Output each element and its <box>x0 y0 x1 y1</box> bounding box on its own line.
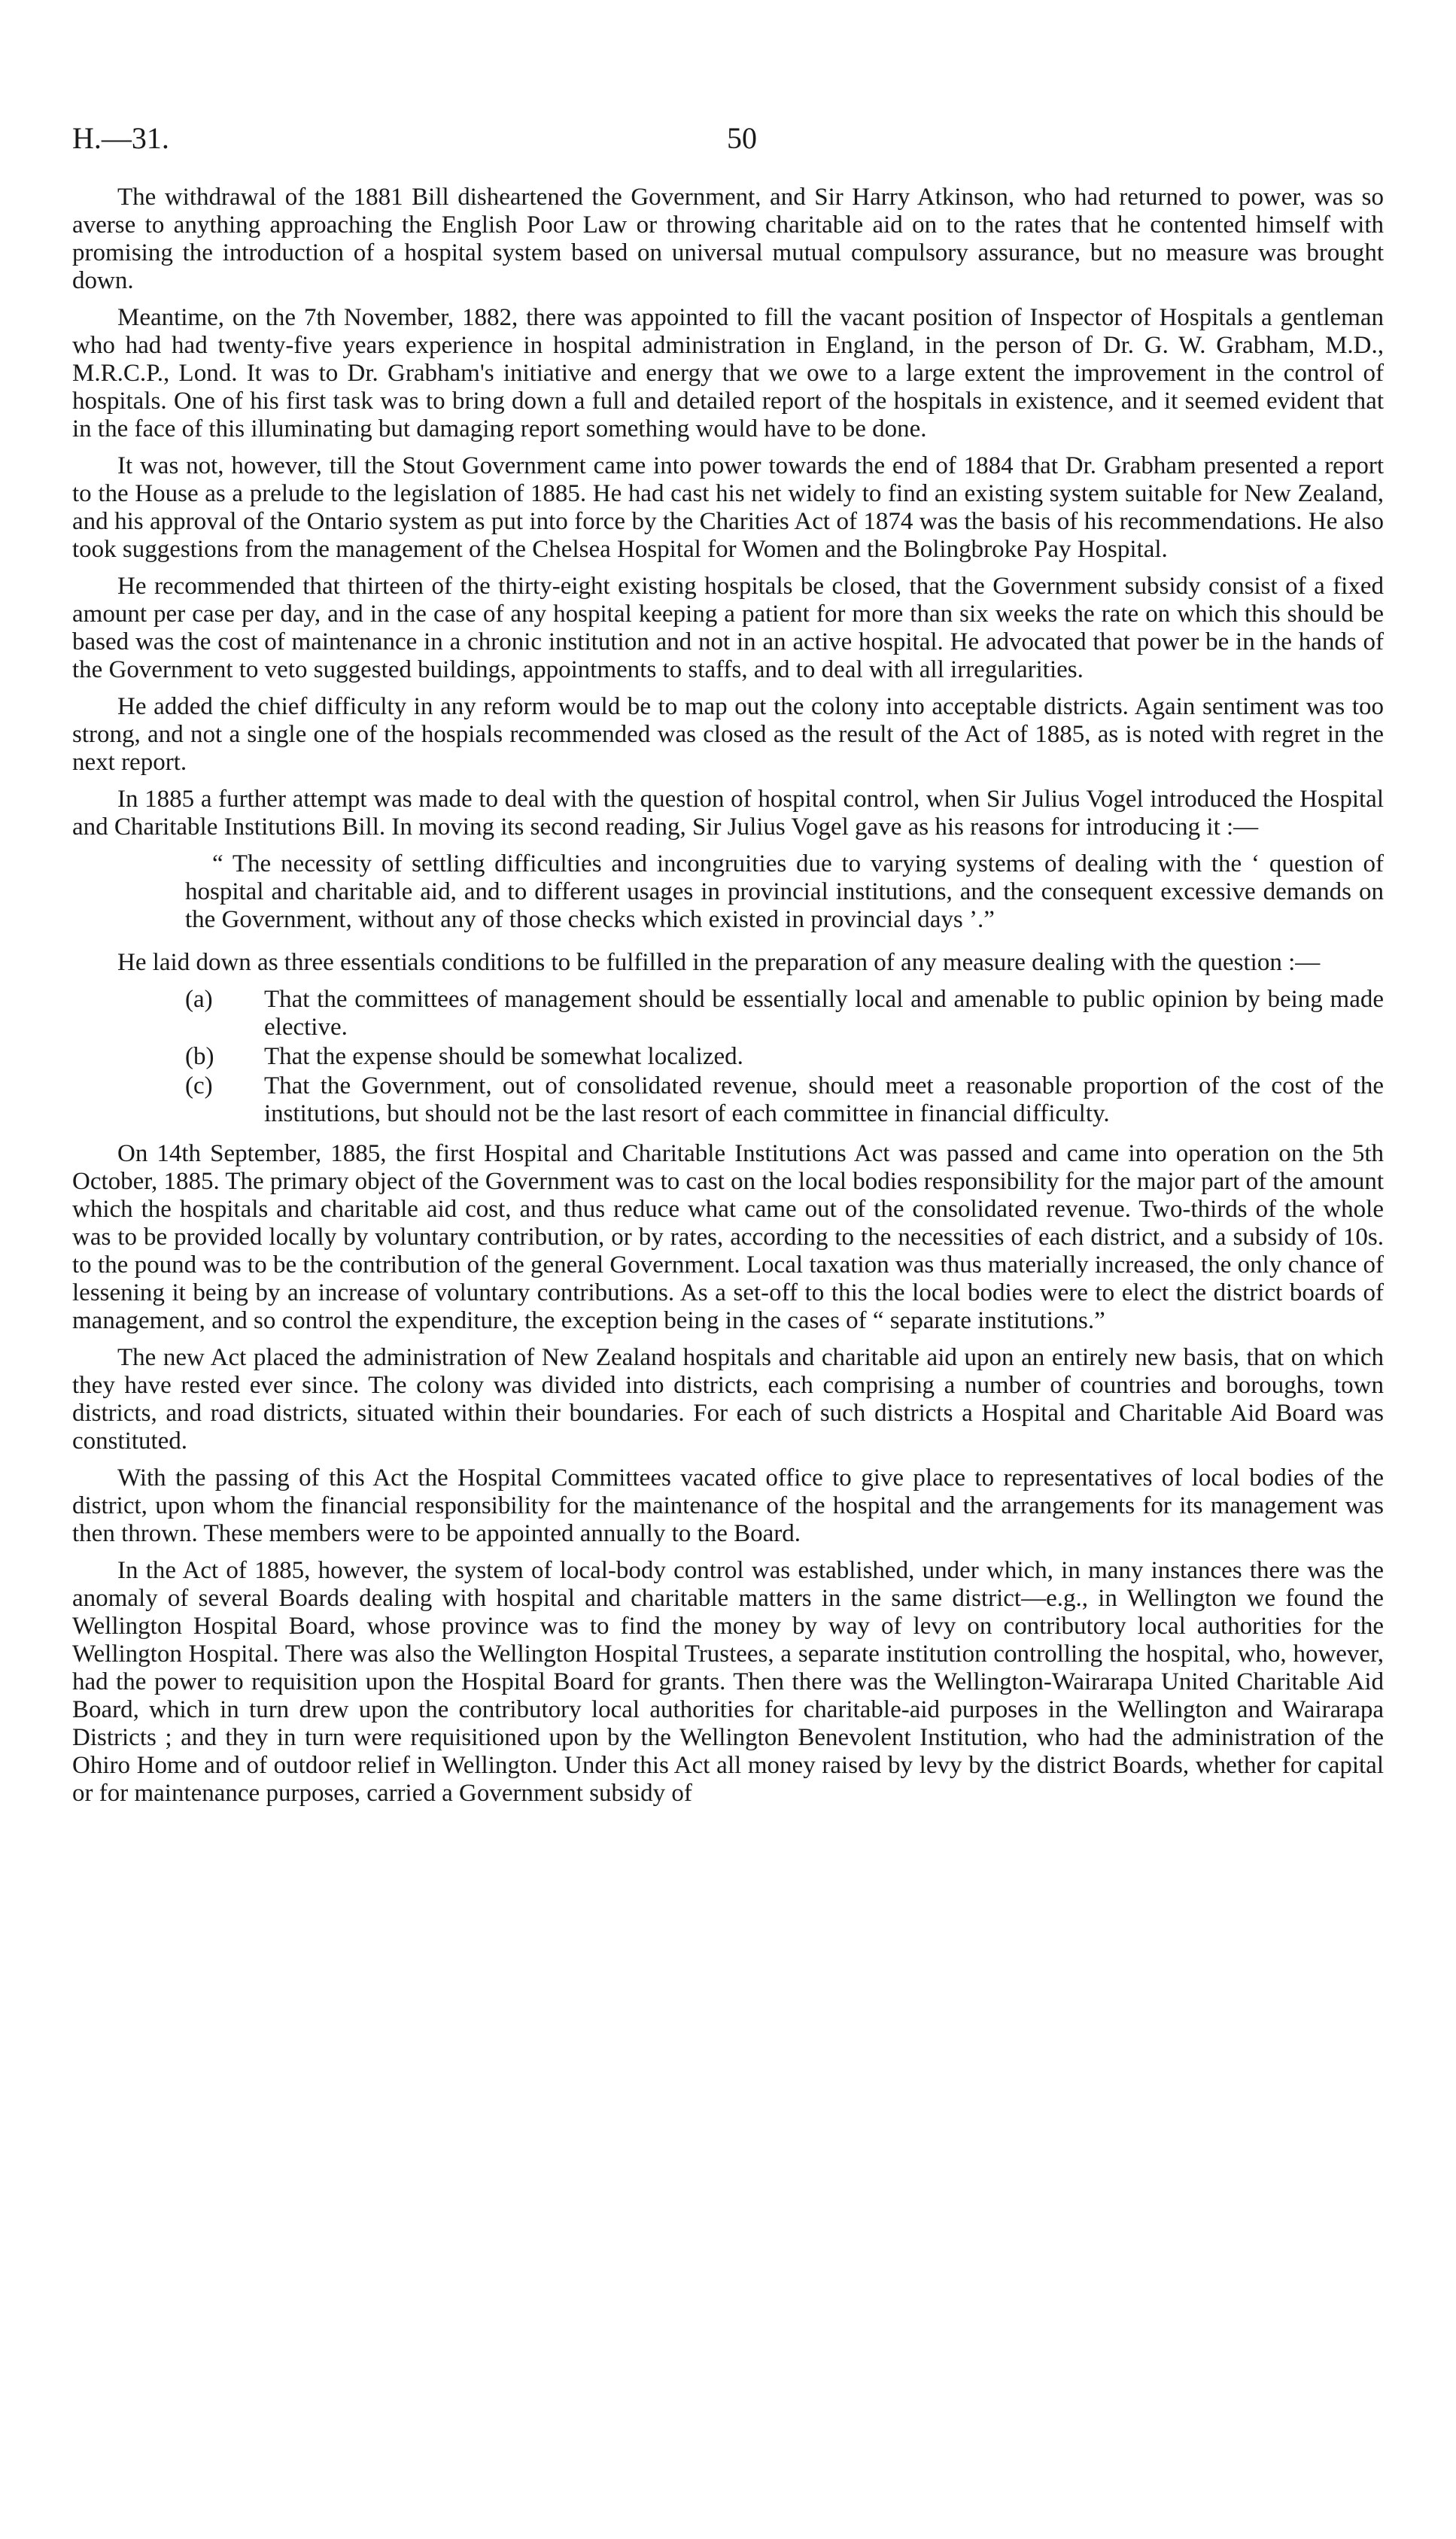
paragraph: Meantime, on the 7th November, 1882, there was appointed to fill the vacant position of Inspector of Hospitals a gentleman who had had twenty-five years experience in hospital administration in England, in the person of Dr. G. W. Grabham, M.D., M.R.C.P., Lond. It was to Dr. Grabham's initiative and energy that we owe to a large extent the improvement in the control of hospitals. One of his first task was to bring down a full and detailed report of the hospitals in existence, and it seemed evident that in the face of this illuminating but damaging report something would have to be done. <box>72 304 1384 442</box>
paragraph: In 1885 a further attempt was made to deal with the question of hospital control, when Sir Julius Vogel introduced the Hospital and Charitable Institutions Bill. In moving its second reading, Sir Julius Vogel gave as his reasons for introducing it :— <box>72 786 1384 841</box>
list-marker: (b) <box>185 1043 214 1070</box>
list-item <box>185 1043 1384 1071</box>
quote-text: “ The necessity of settling difficulties and incongruities due to varying systems of dealing with the ‘ question of hospital and charitable aid, and to different usages in provincial institutions, and the consequent excessive demands on the Government, without any of those checks which existed in provincial days ’.” <box>185 850 1384 933</box>
paragraph: In the Act of 1885, however, the system of local-body control was established, under which, in many instances there was the anomaly of several Boards dealing with hospital and charitable matters in the same district—e.g., in Wellington we found the Wellington Hospital Board, whose province was to find the money by way of levy on contributory local authorities for the Wellington Hospital. There was also the Wellington Hospital Trustees, a separate institution controlling the hospital, who, however, had the power to requisition upon the Hospital Board for grants. Then there was the Wellington-Wairarapa United Charitable Aid Board, which in turn drew upon the contributory local authorities for charitable-aid purposes in the Wellington and Wairarapa Districts ; and they in turn were requisitioned upon by the Wellington Benevolent Institution, who had the administration of the Ohiro Home and of outdoor relief in Wellington. Under this Act all money raised by levy by the district Boards, whether for capital or for maintenance purposes, carried a Government subsidy of <box>72 1557 1384 1807</box>
essentials-list <box>72 986 1384 1128</box>
paragraph: The withdrawal of the 1881 Bill disheartened the Government, and Sir Harry Atkinson, who had returned to power, was so averse to anything approaching the English Poor Law or throwing charitable aid on to the rates that he contented himself with promising the introduction of a hospital system based on universal mutual compulsory assurance, but no measure was brought down. <box>72 184 1384 294</box>
paragraph: On 14th September, 1885, the first Hospital and Charitable Institutions Act was passed and came into operation on the 5th October, 1885. The primary object of the Government was to cast on the local bodies responsibility for the major part of the amount which the hospitals and charitable aid cost, and thus reduce what came out of the consolidated revenue. Two-thirds of the whole was to be provided locally by voluntary contribution, or by rates, according to the necessities of each district, and a subsidy of 10s. to the pound was to be the contribution of the general Government. Local taxation was thus materially increased, the only chance of lessening it being by an increase of voluntary contributions. As a set-off to this the local bodies were to elect the district boards of management, and so control the expenditure, the exception being in the cases of “ separate institutions.” <box>72 1140 1384 1334</box>
body-text <box>72 184 1384 1808</box>
essentials-intro: He laid down as three essentials conditions to be fulfilled in the preparation of any measure dealing with the question :— <box>117 949 1321 976</box>
list-item <box>185 1072 1384 1128</box>
block-quote <box>185 850 1384 934</box>
page-header <box>72 113 1384 173</box>
paragraph: He added the chief difficulty in any reform would be to map out the colony into acceptable districts. Again sentiment was too strong, and not a single one of the hospials recommended was closed as the result of the Act of 1885, as is noted with regret in the next report. <box>72 693 1384 776</box>
paragraph: It was not, however, till the Stout Government came into power towards the end of 1884 that Dr. Grabham presented a report to the House as a prelude to the legislation of 1885. He had cast his net widely to find an existing system suitable for New Zealand, and his approval of the Ontario system as put into force by the Charities Act of 1874 was the basis of his recommendations. He also took suggestions from the management of the Chelsea Hospital for Women and the Bolingbroke Pay Hospital. <box>72 452 1384 563</box>
paragraph: The new Act placed the administration of New Zealand hospitals and charitable aid upon an entirely new basis, that on which they have rested ever since. The colony was divided into districts, each comprising a number of countries and boroughs, town districts, and road districts, situated within their boundaries. For each of such districts a Hospital and Charitable Aid Board was constituted. <box>72 1344 1384 1455</box>
paragraph: With the passing of this Act the Hospital Committees vacated office to give place to representatives of local bodies of the district, upon whom the financial responsibility for the maintenance of the hospital and the arrangements for its management was then thrown. These members were to be appointed annually to the Board. <box>72 1464 1384 1547</box>
list-marker: (c) <box>185 1072 213 1099</box>
document-reference: H.—31. <box>72 121 169 155</box>
list-item <box>185 986 1384 1041</box>
list-item-text: That the Government, out of consolidated revenue, should meet a reasonable proportion of the cost of the institutions, but should not be the last resort of each committee in financial difficulty. <box>264 1072 1384 1127</box>
page-number: 50 <box>727 121 757 155</box>
paragraph: He recommended that thirteen of the thirty-eight existing hospitals be closed, that the Government subsidy consist of a fixed amount per case per day, and in the case of any hospital keeping a patient for more than six weeks the rate on which this should be based was the cost of maintenance in a chronic institution and not in an active hospital. He advocated that power be in the hands of the Government to veto suggested buildings, appointments to staffs, and to deal with all irregularities. <box>72 573 1384 683</box>
list-item-text: That the committees of management should be essentially local and amenable to public opinion by being made elective. <box>264 986 1384 1041</box>
list-marker: (a) <box>185 986 213 1013</box>
list-item-text: That the expense should be somewhat localized. <box>264 1043 743 1070</box>
